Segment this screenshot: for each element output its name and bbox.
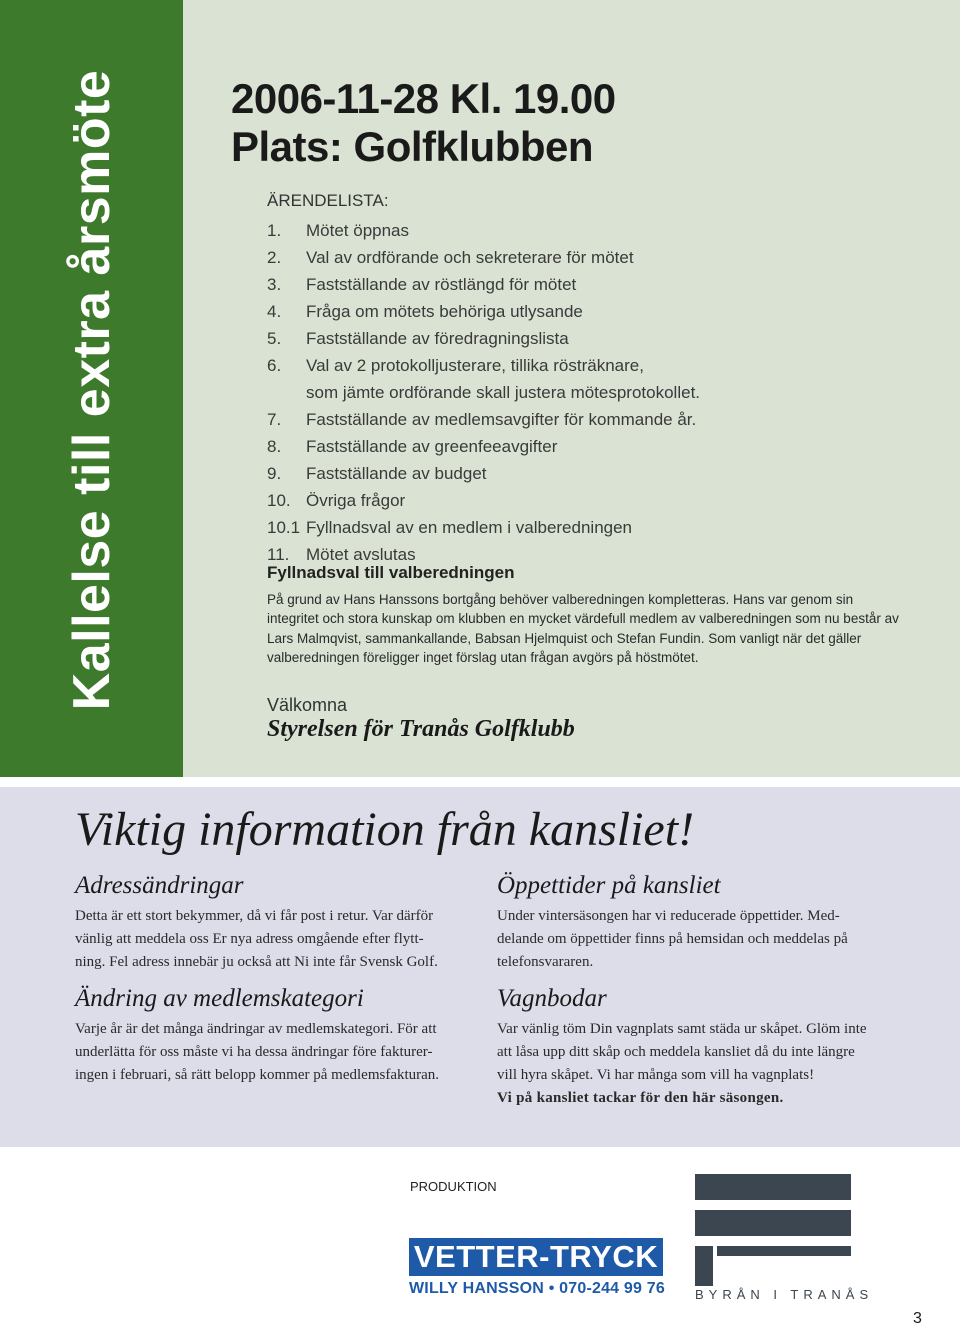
sidebar [0, 0, 183, 777]
agenda-item-number: 10. [267, 491, 291, 510]
agenda-item-text: Fastställande av budget [306, 464, 487, 483]
produktion-label: PRODUKTION [410, 1179, 497, 1194]
page-number: 3 [913, 1310, 922, 1327]
agenda-item [267, 514, 786, 541]
sidebar-title: Kallelse till extra årsmöte [63, 69, 121, 711]
agenda-item-line-2: som jämte ordförande skall justera mötesprotokollet. [306, 383, 701, 402]
fyllnadsval-heading: Fyllnadsval till valberedningen [267, 563, 515, 582]
agenda-item [267, 406, 786, 433]
oppettider-heading: Öppettider på kansliet [497, 872, 721, 899]
agenda-item-line-1: Val av 2 protokolljusterare, tillika rösträknare, [306, 356, 644, 375]
agenda-item [267, 487, 786, 514]
agenda-item-text: Övriga frågor [306, 491, 406, 510]
agenda-list [267, 217, 786, 568]
agenda-item-text: Val av ordförande och sekreterare för mötet [306, 248, 634, 267]
agenda-item-text [306, 352, 786, 406]
agenda-item-number: 11. [267, 545, 290, 564]
vetter-tryck-name: VETTER-TRYCK [413, 1239, 659, 1274]
logo-bar [695, 1210, 851, 1236]
medlemskategori-heading: Ändring av medlemskategori [75, 985, 364, 1012]
logo-bar [695, 1246, 713, 1286]
agenda-item [267, 325, 786, 352]
agenda-item-number: 2. [267, 248, 282, 267]
agenda-item-text: Fyllnadsval av en medlem i valberedningen [306, 518, 633, 537]
medlemskategori-body: Varje år är det många ändringar av medlemskategori. För att underlätta för oss måste vi ha dessa ändringar före fakturer- ingen i februari, så rätt belopp kommer på medlemsfakturan. [75, 1021, 440, 1083]
agenda-item [267, 352, 786, 406]
agenda-item-text: Mötet öppnas [306, 221, 410, 240]
agenda-item [267, 244, 786, 271]
agenda-item-text: Fråga om mötets behöriga utlysande [306, 302, 583, 321]
vagnbodar-heading: Vagnbodar [497, 985, 607, 1012]
vagnbodar-body [497, 1018, 867, 1110]
agenda-item-number: 4. [267, 302, 282, 321]
agenda-item [267, 271, 786, 298]
agenda-item-text: Fastställande av greenfeeavgifter [306, 437, 558, 456]
agenda-item-text: Fastställande av röstlängd för mötet [306, 275, 577, 294]
info-title: Viktig information från kansliet! [75, 803, 695, 856]
agenda-item-number: 6. [267, 356, 282, 375]
vetter-tryck-contact: WILLY HANSSON • 070-244 99 76 [409, 1280, 665, 1297]
adress-heading: Adressändringar [75, 872, 244, 899]
vagnbodar-text: Var vänlig töm Din vagnplats samt städa ur skåpet. Glöm inte att låsa upp ditt skåp och meddela kansliet då du inte längre vill hyra skåpet. Vi har många som vill ha vagnplats! [497, 1021, 867, 1083]
agenda-item-text: Mötet avslutas [306, 545, 416, 564]
byran-logo-icon [695, 1174, 851, 1286]
byran-text: BYRÅN I TRANÅS [695, 1287, 874, 1302]
oppettider-body: Under vintersäsongen har vi reducerade öppettider. Med- delande om öppettider finns på hemsidan och meddelas på telefonsvararen. [497, 908, 848, 970]
agenda-item [267, 217, 786, 244]
fyllnadsval-body: På grund av Hans Hanssons bortgång behöver valberedningen kompletteras. Hans var genom sin integritet och stora kunskap om klubben en mycket värdefull medlem av valberedningen som nu består av Lars Malmqvist, sammankallande, Babsan Hjelmquist och Stefan Fundin. Som vanligt när det gäller valberedningen föreligger inget förslag utan frågan avgörs på höstmötet. [267, 592, 899, 665]
agenda-item-number: 8. [267, 437, 282, 456]
meeting-place: Plats: Golfklubben [231, 123, 594, 170]
logo-bar [695, 1174, 851, 1200]
agenda-item [267, 433, 786, 460]
agenda-item-number: 10.1 [267, 518, 301, 537]
agenda-item [267, 460, 786, 487]
agenda-item-text: Fastställande av föredragningslista [306, 329, 569, 348]
agenda-item-number: 3. [267, 275, 282, 294]
agenda-heading: ÄRENDELISTA: [267, 191, 389, 210]
adress-body: Detta är ett stort bekymmer, då vi får post i retur. Var därför vänlig att meddela oss Er nya adress omgående efter flytt- ning. Fel adress innebär ju också att Ni inte får Svensk Golf. [75, 908, 438, 970]
logo-bar [717, 1246, 851, 1256]
agenda-item-text: Fastställande av medlemsavgifter för kommande år. [306, 410, 697, 429]
meeting-datetime: 2006-11-28 Kl. 19.00 [231, 75, 616, 122]
vagnbodar-thanks: Vi på kansliet tackar för den här säsongen. [497, 1090, 784, 1106]
agenda-item-number: 1. [267, 221, 282, 240]
signature: Styrelsen för Tranås Golfklubb [267, 716, 575, 742]
welcome-text: Välkomna [267, 695, 348, 715]
agenda-item-number: 5. [267, 329, 282, 348]
agenda-item-number: 9. [267, 464, 282, 483]
agenda-item-number: 7. [267, 410, 282, 429]
agenda-item [267, 298, 786, 325]
